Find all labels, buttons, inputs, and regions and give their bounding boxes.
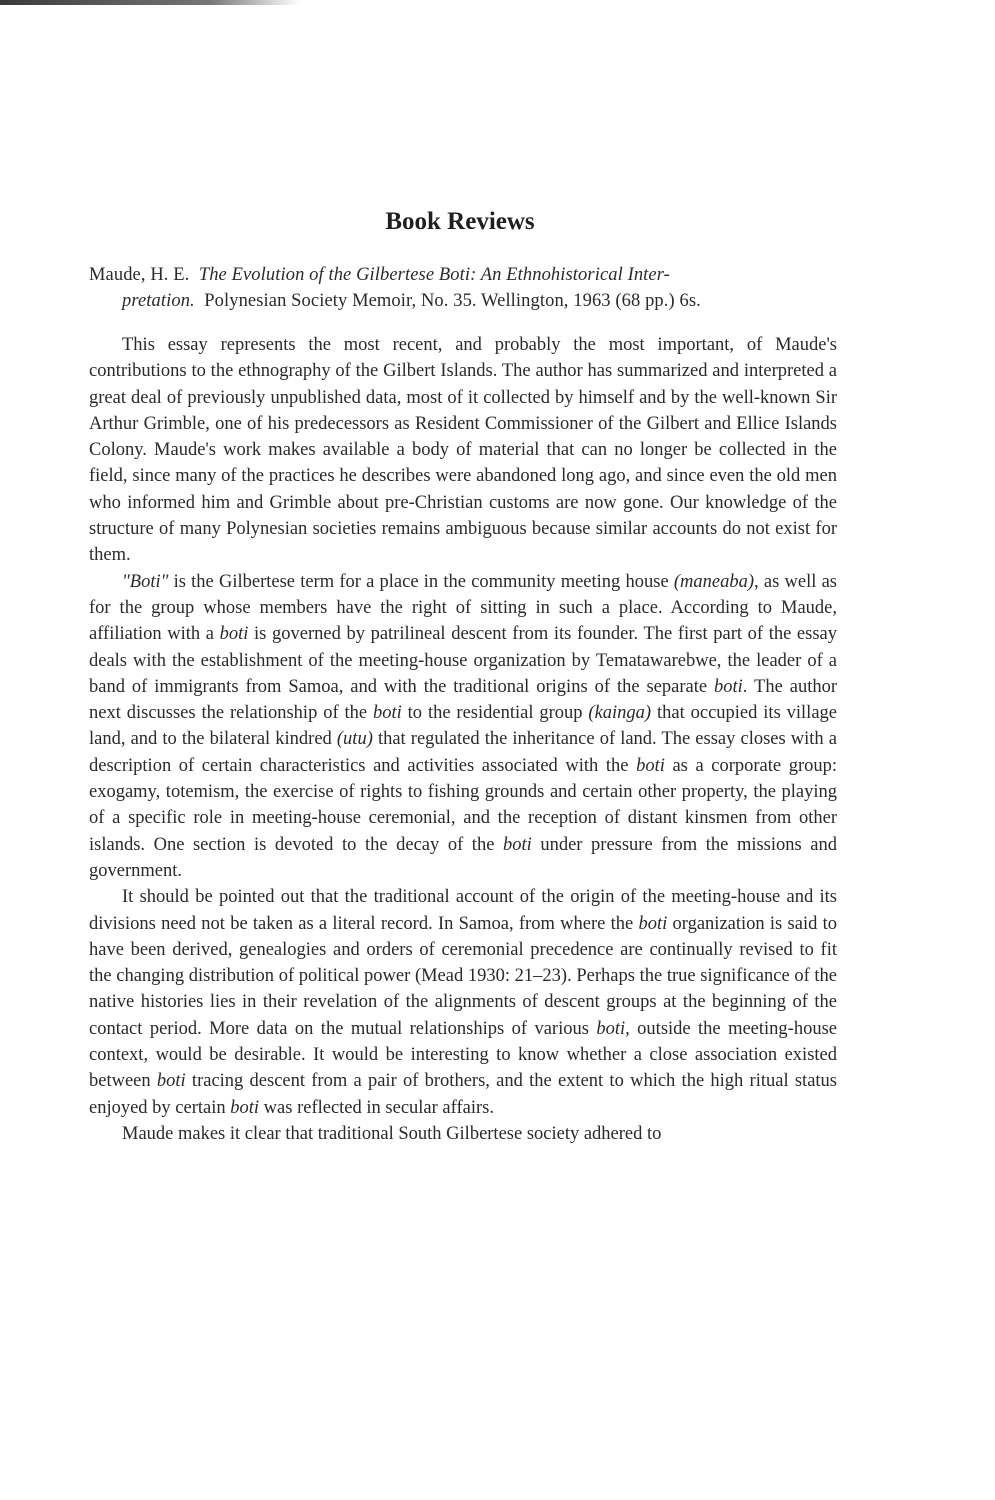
p2-s10: to the residential group: [401, 703, 589, 724]
p2-s4: , as well as for the group whose members have the right of sitting in such a place. According to Maude, affiliation with a: [89, 571, 837, 645]
p3-s6: boti: [156, 1071, 186, 1092]
p2-s9: boti: [373, 703, 402, 724]
p2-s11: (kainga): [588, 703, 652, 724]
citation-author: Maude, H. E.: [89, 265, 190, 285]
p2-s2: is the Gilbertese term for a place in the community meeting house: [168, 571, 674, 592]
p2-s18: under pressure from the missions and government.: [89, 834, 837, 881]
p2-s14: that regulated the inheritance of land. The essay closes with a description of certain characteristics and activities associated with the: [89, 729, 837, 776]
p2-s7: boti: [714, 676, 743, 697]
paragraph-4: Maude makes it clear that traditional South Gilbertese society adhered to: [122, 1123, 662, 1144]
review-body: [89, 332, 837, 1147]
paragraph-3: [89, 884, 837, 1121]
p2-s17: boti: [502, 834, 532, 855]
p2-s15: boti: [636, 755, 665, 776]
p3-s8: boti: [230, 1097, 260, 1118]
page-heading: Book Reviews: [385, 208, 535, 235]
p2-s13: (utu): [336, 729, 373, 750]
scan-edge: [0, 0, 300, 5]
citation-line-2: [89, 288, 837, 314]
paragraph-2: [89, 569, 837, 885]
citation-line-1: [89, 262, 837, 288]
p3-s4: boti,: [596, 1018, 630, 1039]
p2-s6: is governed by patrilineal descent from its founder. The first part of the essay deals with the establishment of the meeting-house organization by Tematawarebwe, the leader of a band of immigrants from Samoa, and with the traditional origins of the separate: [89, 624, 837, 697]
p2-s8: . The author next discusses the relationship of the: [89, 676, 837, 724]
paragraph-1: This essay represents the most recent, and probably the most important, of Maude's contributions to the ethnography of the Gilbert Islands. The author has summarized and interpreted a great deal of previously unpublished data, most of it collected by himself and by the well-known Sir Arthur Grimble, one of his predecessors as Resident Commissioner of the Gilbert and Ellice Islands Colony. Maude's work makes available a body of material that can no longer be collected in the field, since many of the practices he describes were abandoned long ago, and since even the old men who informed him and Grimble about pre-Christian customs are now gone. Our knowledge of the structure of many Polynesian societies remains ambiguous because similar accounts do not exist for them.: [89, 335, 837, 566]
p3-s9: was reflected in secular affairs.: [259, 1097, 494, 1118]
p2-s12: that occupied its village land, and to the bilateral kindred: [89, 703, 837, 750]
p2-s16: as a corporate group: exogamy, totemism, the exercise of rights to fishing grounds and certain other property, the playing of a specific role in meeting-house ceremonial, and the reception of distant kinsmen from other islands. One section is devoted to the decay of the: [89, 755, 837, 855]
citation-title-line-2: pretation.: [122, 291, 195, 311]
p2-s3: (maneaba): [673, 571, 755, 592]
p3-s5: outside the meeting-house context, would be desirable. It would be interesting to know whether a close association existed between: [89, 1018, 837, 1092]
citation-title-line-1: The Evolution of the Gilbertese Boti: An Ethnohistorical Inter-: [198, 265, 670, 285]
p2-s5: boti: [219, 624, 249, 645]
citation-publication: Polynesian Society Memoir, No. 35. Wellington, 1963 (68 pp.) 6s.: [204, 291, 701, 311]
p3-s7: tracing descent from a pair of brothers, and the extent to which the high ritual status enjoyed by certain: [89, 1071, 837, 1118]
p2-s1: "Boti": [122, 571, 169, 592]
p3-s3: organization is said to have been derived, genealogies and orders of ceremonial precedence are continually revised to fit the changing distribution of political power (Mead 1930: 21–23). Perhaps the true significance of the native histories lies in their revelation of the alignments of descent groups at the beginning of the contact period. More data on the mutual relationships of various: [89, 913, 837, 1039]
book-citation: [89, 262, 837, 314]
p3-s2: boti: [638, 913, 668, 934]
p3-s1: It should be pointed out that the traditional account of the origin of the meeting-house and its divisions need not be taken as a literal record. In Samoa, from where the: [89, 887, 837, 934]
